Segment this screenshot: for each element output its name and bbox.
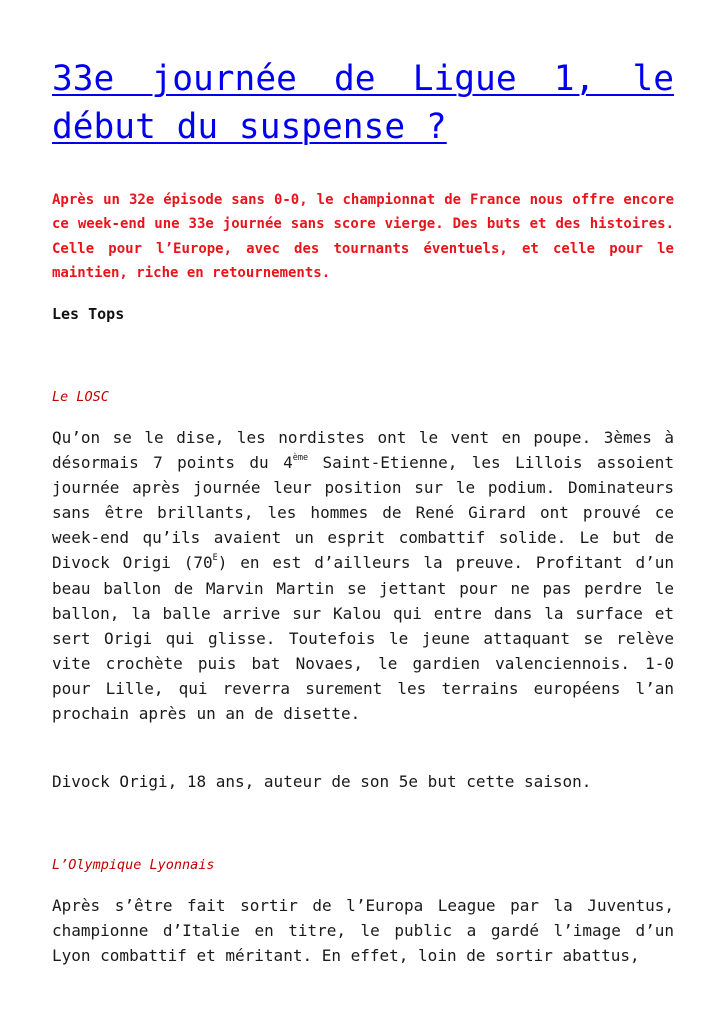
- article-title-link[interactable]: 33e journée de Ligue 1, le début du suspense ?: [52, 59, 674, 147]
- paragraph-lyon: Après s’être fait sortir de l’Europa League par la Juventus, championne d’Italie en titre, le public a gardé l’image d’un Lyon combattif et méritant. En effet, loin de sortir abattus,: [52, 896, 674, 966]
- article-title[interactable]: [52, 55, 674, 151]
- paragraph-losc-part-c: ) en est d’ailleurs la preuve. Profitant d’un beau ballon de Marvin Martin se jettant pour ne pas perdre le ballon, la balle arrive sur Kalou qui entre dans la surface et sert Origi qui glisse. Toutefois le jeune attaquant se relève vite crochète puis bat Novaes, le gardien valenciennois. 1-0 pour Lille, qui reverra surement les terrains européens l’an prochain après un an de disette.: [52, 553, 675, 724]
- paragraph-losc-part-a: Qu’on se le dise, les nordistes ont le vent en poupe. 3èmes à désormais 7 points du 4: [52, 428, 674, 473]
- subhead-olympique-lyonnais: L’Olympique Lyonnais: [52, 857, 215, 873]
- superscript-e: E: [212, 553, 218, 564]
- section-heading-tops: Les Tops: [52, 305, 125, 323]
- superscript-eme: ème: [292, 452, 309, 463]
- article-lead: Après un 32e épisode sans 0-0, le championnat de France nous offre encore ce week-end une 33e journée sans score vierge. Des buts et des histoires. Celle pour l’Europe, avec des tournants éventuels, et celle pour le maintien, riche en retournements.: [52, 192, 674, 281]
- paragraph-losc: [52, 425, 674, 726]
- caption-origi: Divock Origi, 18 ans, auteur de son 5e but cette saison.: [52, 772, 592, 791]
- subhead-losc: Le LOSC: [52, 389, 109, 405]
- paragraph-losc-part-b: Saint-Etienne, les Lillois assoient journée après journée leur position sur le podium. Dominateurs sans être brillants, les hommes de René Girard ont prouvé ce week-end qu’ils avaient un esprit combattif solide. Le but de Divock Origi (70: [52, 453, 674, 573]
